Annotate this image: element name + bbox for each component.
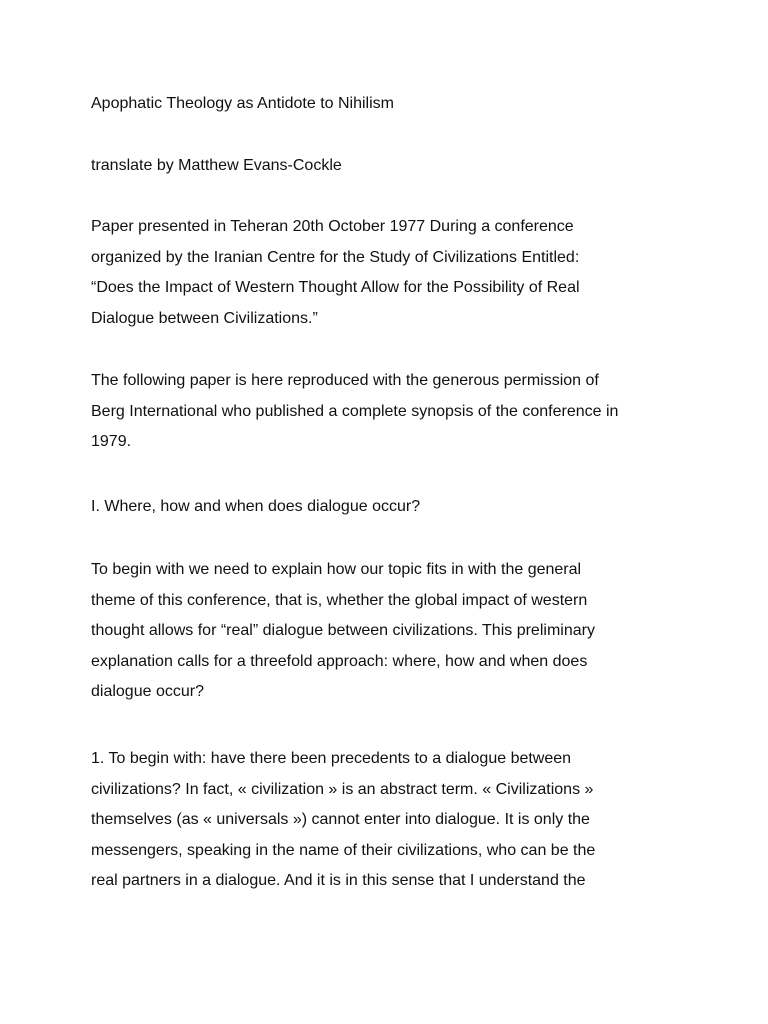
paragraph-line: civilizations? In fact, « civilization » is an abstract term. « Civilizations » xyxy=(91,780,594,798)
paragraph-line: themselves (as « universals ») cannot enter into dialogue. It is only the xyxy=(91,811,590,828)
paragraph-line: The following paper is here reproduced with the generous permission of xyxy=(91,372,599,389)
section-heading-block xyxy=(91,492,691,523)
paragraph-line: Dialogue between Civilizations.” xyxy=(91,309,318,327)
paragraph xyxy=(91,212,691,334)
paragraph xyxy=(91,744,691,897)
paragraph-line: Paper presented in Teheran 20th October 1977 During a conference xyxy=(91,218,574,235)
paragraph-line: “Does the Impact of Western Thought Allow for the Possibility of Real xyxy=(91,279,580,296)
paragraph-line: 1. To begin with: have there been precedents to a dialogue between xyxy=(91,750,572,767)
paragraph-line: Berg International who published a complete synopsis of the conference in xyxy=(91,402,619,420)
translator-block xyxy=(91,151,691,182)
paragraph-line: explanation calls for a threefold approach: where, how and when does xyxy=(91,652,588,670)
paragraph-line: real partners in a dialogue. And it is in this sense that I understand the xyxy=(91,872,586,889)
paragraph-line: theme of this conference, that is, whether the global impact of western xyxy=(91,591,588,609)
paragraph-line: organized by the Iranian Centre for the Study of Civilizations Entitled: xyxy=(91,248,580,266)
document-title: Apophatic Theology as Antidote to Nihilism xyxy=(91,95,394,112)
translator-credit: translate by Matthew Evans-Cockle xyxy=(91,157,342,174)
paragraph-line: messengers, speaking in the name of their civilizations, who can be the xyxy=(91,841,596,859)
document-title-block xyxy=(91,89,691,120)
paragraph-line: 1979. xyxy=(91,433,132,450)
section-heading: I. Where, how and when does dialogue occur? xyxy=(91,498,421,515)
paragraph-line: dialogue occur? xyxy=(91,683,204,700)
paragraph-line: To begin with we need to explain how our topic fits in with the general xyxy=(91,561,582,578)
paragraph xyxy=(91,366,691,458)
paragraph xyxy=(91,555,691,708)
paragraph-line: thought allows for “real” dialogue between civilizations. This preliminary xyxy=(91,622,595,639)
